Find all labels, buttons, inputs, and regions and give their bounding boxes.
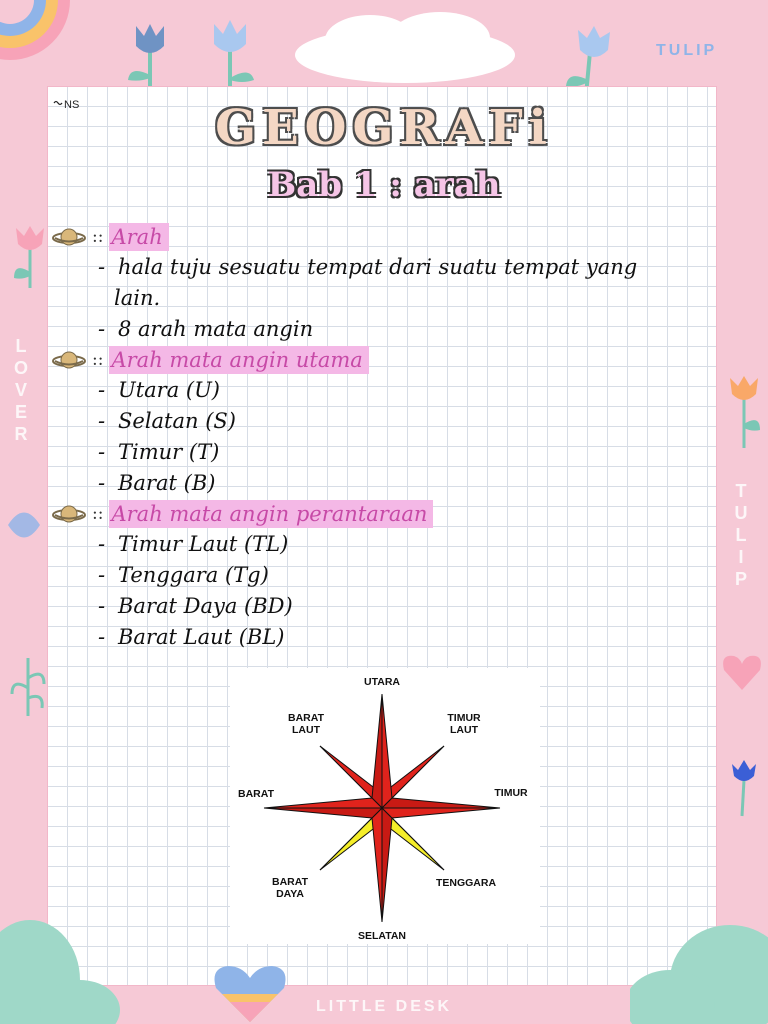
list-item: - Barat Daya (BD)	[98, 594, 293, 618]
list-item: - Utara (U)	[98, 378, 220, 402]
side-text-lover: L O V E R	[13, 336, 30, 444]
list-item: - Timur (T)	[98, 440, 220, 464]
bullet-marker: ::	[92, 504, 104, 524]
list-item: - Selatan (S)	[98, 409, 236, 433]
compass-label-west: BARAT	[238, 788, 274, 800]
bush-decoration	[630, 910, 768, 1024]
list-item: - Timur Laut (TL)	[98, 532, 289, 556]
compass-rose-figure	[230, 668, 540, 944]
item-list	[52, 375, 702, 499]
tulip-icon	[8, 222, 48, 292]
tulip-icon	[120, 20, 180, 95]
planet-icon	[52, 348, 86, 372]
section-heading: Arah mata angin utama	[109, 346, 368, 374]
compass-label-north: UTARA	[364, 676, 400, 688]
brand-tulip: TULIP	[656, 42, 718, 59]
list-item: - Tenggara (Tg)	[98, 563, 269, 587]
notes-content	[52, 222, 702, 653]
sprout-icon	[8, 648, 48, 718]
side-text-tulip: T U L I P	[734, 481, 750, 589]
cloud-decoration	[290, 10, 520, 85]
item-list	[52, 529, 702, 653]
list-item: - 8 arah mata angin	[98, 317, 314, 341]
list-item: - hala tuju sesuatu tempat dari suatu tempat yang	[98, 255, 638, 279]
page-subtitle: Bab 1 : arah	[267, 165, 501, 205]
compass-label-northwest: BARAT LAUT	[288, 712, 324, 736]
compass-label-east: TIMUR	[494, 787, 528, 799]
bullet-marker: ::	[92, 227, 104, 247]
list-item: - Barat Laut (BL)	[98, 625, 285, 649]
list-item-continuation: lain.	[114, 286, 161, 310]
item-list	[52, 252, 702, 345]
section-heading: Arah mata angin perantaraan	[109, 500, 433, 528]
list-item: - Barat (B)	[98, 471, 216, 495]
tulip-icon	[726, 758, 760, 818]
section-arah-perantaraan	[52, 499, 702, 653]
leaf-icon	[4, 500, 44, 550]
section-heading-row	[52, 499, 702, 529]
svg-text:NS: NS	[64, 99, 80, 111]
planet-icon	[52, 225, 86, 249]
brand-little-desk: LITTLE DESK	[316, 998, 453, 1015]
compass-label-south: SELATAN	[357, 930, 407, 942]
tulip-icon	[724, 372, 764, 452]
compass-label-southeast: TENGGARA	[435, 877, 497, 889]
compass-label-northeast: TIMUR LAUT	[447, 712, 481, 736]
rainbow-decoration	[0, 0, 80, 70]
title-block	[0, 100, 768, 156]
section-arah-utama	[52, 345, 702, 499]
bush-decoration	[0, 900, 120, 1024]
compass-label-southwest: BARAT DAYA	[272, 876, 308, 900]
compass-rose-icon	[230, 668, 540, 944]
section-arah	[52, 222, 702, 345]
section-heading-row	[52, 222, 702, 252]
planet-icon	[52, 502, 86, 526]
page-title: GEOGRAFi	[215, 100, 553, 156]
subtitle-block	[0, 165, 768, 205]
heart-icon	[720, 650, 764, 694]
rainbow-heart-icon	[210, 962, 290, 1024]
bullet-marker: ::	[92, 350, 104, 370]
section-heading-row	[52, 345, 702, 375]
section-heading: Arah	[109, 223, 168, 251]
